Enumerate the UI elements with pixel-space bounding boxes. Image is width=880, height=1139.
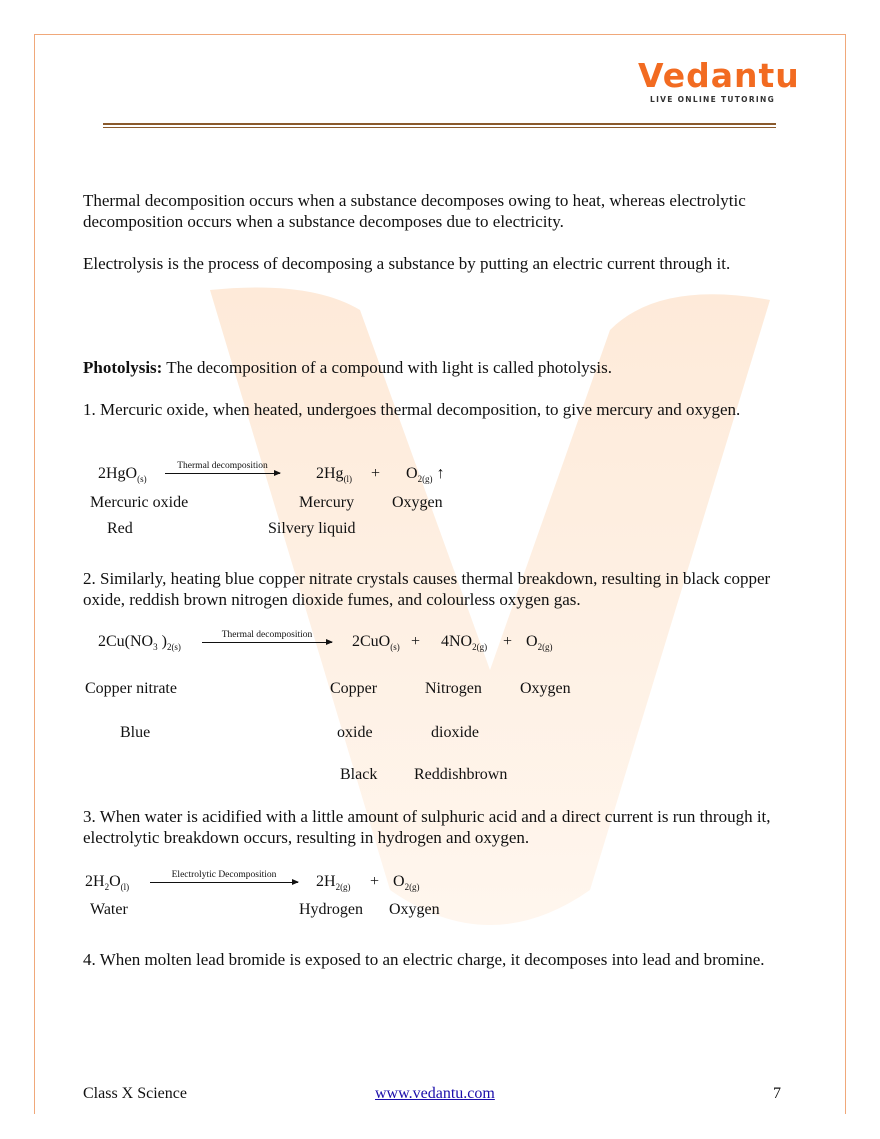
eq3-product-hydrogen: $2H_{2(g)}$ [316, 873, 351, 893]
eq1-product-mercury: $2Hg_{(l)}$ [316, 465, 353, 485]
eq3-product-oxygen: $O_{2(g)}$ [393, 873, 420, 893]
eq2-name-copper-nitrate: Copper nitrate [85, 680, 177, 697]
photolysis-definition: The decomposition of a compound with light is called photolysis. [162, 358, 613, 377]
eq1-product-oxygen: $O_{2(g)}$ ↑ [406, 465, 445, 485]
eq2-color-black: Black [340, 766, 378, 783]
eq2-name-copper: Copper [330, 680, 378, 697]
photolysis-label: Photolysis: [83, 358, 163, 377]
footer-page-number: 7 [773, 1085, 781, 1102]
paragraph-electrolysis: Electrolysis is the process of decomposing a substance by putting an electric current through it. [83, 254, 731, 273]
eq3-name-oxygen: Oxygen [389, 901, 440, 918]
eq1-name-oxygen: Oxygen [392, 494, 443, 511]
eq1-arrow [165, 461, 280, 474]
gas-up-arrow-icon: ↑ [436, 465, 445, 482]
eq2-arrow [202, 630, 332, 643]
eq3-plus: + [370, 873, 380, 890]
item-1-text: 1. Mercuric oxide, when heated, undergoes thermal decomposition, to give mercury and oxygen. [83, 400, 741, 419]
eq2-product-nitrogen-dioxide: $4NO_{2(g)}$ [441, 633, 488, 653]
eq1-name-mercury: Mercury [299, 494, 355, 511]
footer-class-label: Class X Science [83, 1085, 187, 1102]
eq2-product-copper-oxide: 2CuO$_{(s)}$ [352, 633, 400, 653]
eq2-color-blue: Blue [120, 724, 151, 741]
footer-website[interactable] [375, 1085, 495, 1103]
eq1-arrow-label: Thermal decomposition [177, 461, 268, 471]
eq1-name-mercuric-oxide: Mercuric oxide [90, 494, 189, 511]
item-3-text: 3. When water is acidified with a little amount of sulphuric acid and a direct current is run through it, electrolytic breakdown occurs, resulting in hydrogen and oxygen. [83, 807, 771, 847]
item-4-text: 4. When molten lead bromide is exposed to an electric charge, it decomposes into lead and bromine. [83, 950, 765, 969]
eq2-color-reddishbrown: Reddishbrown [414, 766, 508, 783]
eq1-reactant: 2HgO$_{(s)}$ [98, 465, 147, 485]
eq3-reactant: $2H_2O_{(l)}$ [85, 873, 130, 893]
eq2-name-oxygen: Oxygen [520, 680, 571, 697]
logo-wordmark: Vedantu [638, 56, 800, 95]
header-divider-thin [103, 127, 776, 128]
eq1-plus: + [371, 465, 381, 482]
paragraph-decomposition: Thermal decomposition occurs when a substance decomposes owing to heat, whereas electrolytic decomposition occurs when a substance decomposes due to electricity. [83, 191, 746, 231]
vedantu-logo [638, 58, 800, 104]
eq2-plus-2: + [503, 633, 513, 650]
eq3-arrow-label: Electrolytic Decomposition [171, 870, 277, 880]
paragraph-photolysis [83, 357, 783, 378]
eq3-name-water: Water [90, 901, 128, 918]
header-divider [103, 123, 776, 125]
eq2-reactant: $2Cu(NO_3$ )$_{2(s)}$ [98, 633, 181, 653]
eq3-name-hydrogen: Hydrogen [299, 901, 363, 918]
eq3-arrow [150, 870, 298, 883]
footer-website-link[interactable]: www.vedantu.com [375, 1085, 495, 1102]
eq1-color-silvery: Silvery liquid [268, 520, 356, 537]
eq1-color-red: Red [107, 520, 133, 537]
eq2-name-dioxide: dioxide [431, 724, 479, 741]
eq2-arrow-label: Thermal decomposition [221, 630, 313, 640]
eq2-name-oxide: oxide [337, 724, 373, 741]
item-2-text: 2. Similarly, heating blue copper nitrate crystals causes thermal breakdown, resulting in black copper oxide, reddish brown nitrogen dioxide fumes, and colourless oxygen gas. [83, 569, 771, 609]
eq2-product-oxygen: $O_{2(g)}$ [526, 633, 553, 653]
eq2-name-nitrogen: Nitrogen [425, 680, 482, 697]
eq2-plus-1: + [411, 633, 421, 650]
logo-tagline: LIVE ONLINE TUTORING [650, 95, 776, 104]
